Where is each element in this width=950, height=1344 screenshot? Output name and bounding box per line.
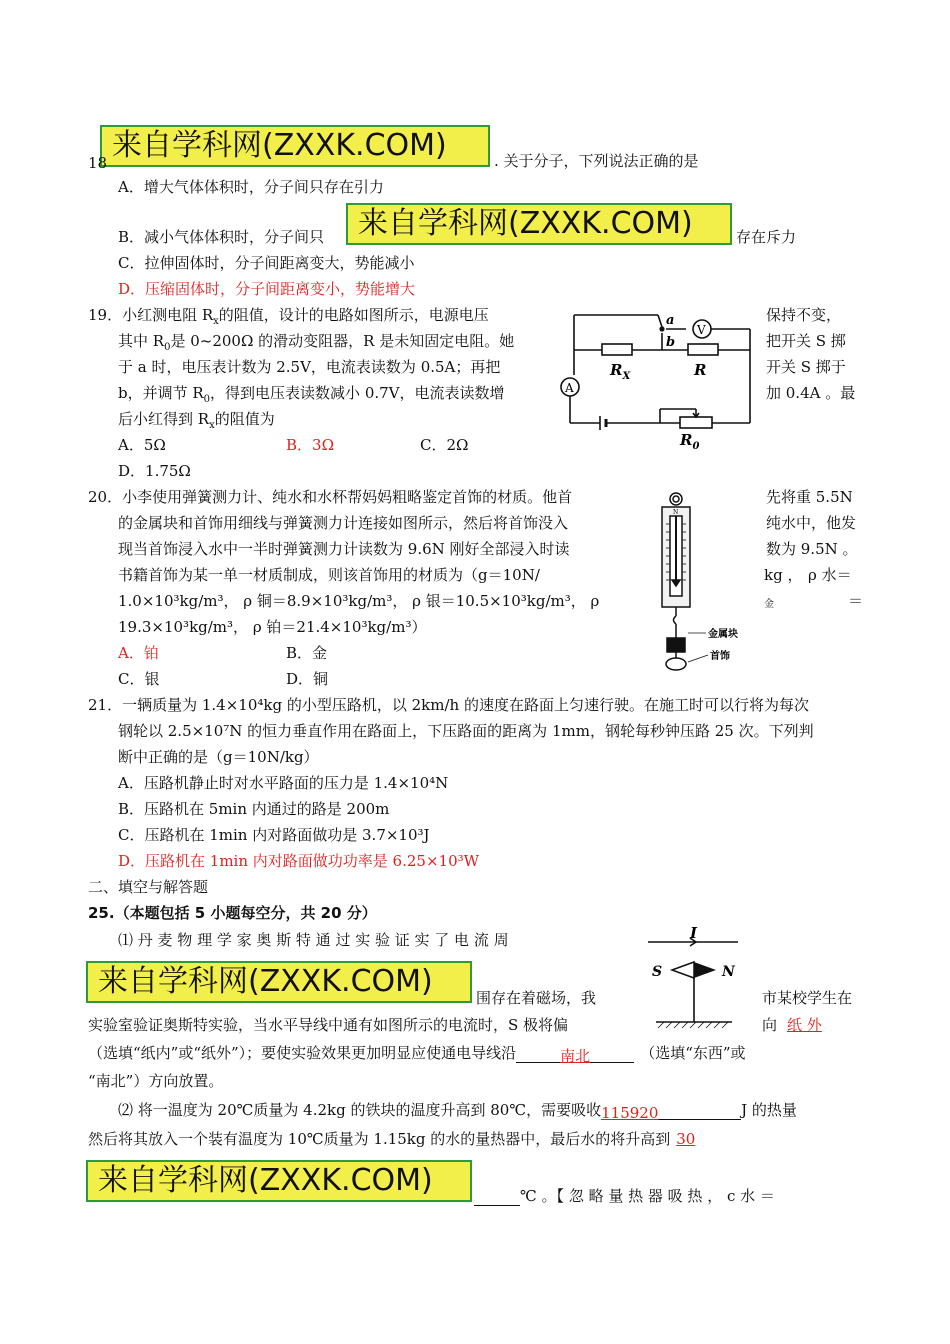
answer-4: 30 <box>676 1130 696 1148</box>
q18-option-a: A．增大气体体积时，分子间只存在引力 <box>118 178 384 196</box>
q20-option-c: C．银 <box>118 670 160 688</box>
q20-line2-right: 纯水中，他发 <box>766 514 857 532</box>
q19-line4: b，并调节 $R_0$，得到电压表读数减小 0.7V，电流表读数增 <box>118 384 505 405</box>
q19-line1: 19．小红测电阻 $R_x$的阻值，设计的电路如图所示，电源电压 <box>88 306 489 327</box>
q19-option-b: B．3Ω <box>286 436 335 454</box>
q19-circuit-diagram <box>556 305 760 453</box>
q25-part1-line4: （选填“纸内”或“纸外”）；要使实验效果更加明显应使通电导线沿 南北 （选填“东西”或 <box>88 1044 746 1065</box>
rheostat-r0-label <box>679 431 699 452</box>
answer-3-blank <box>601 1103 741 1120</box>
watermark-2: 来自学科网(ZXXK.COM) <box>346 203 732 245</box>
answer-3: 115920 <box>601 1104 659 1122</box>
answer-5-blank <box>474 1189 520 1206</box>
ornament-label: 首饰 <box>710 651 730 662</box>
resistor-r-label: R <box>694 361 707 379</box>
q19-line5: 后小红得到 $R_x$的阻值为 <box>118 410 275 431</box>
q19-option-d: D．1.75Ω <box>118 462 191 480</box>
q21-line2: 钢轮以 2.5×10⁷N 的恒力垂直作用在路面上，下压路面的距离为 1mm，钢轮每秒钟压路 25 次。下列判 <box>118 722 814 740</box>
q18-option-d: D．压缩固体时，分子间距离变小，势能增大 <box>118 280 416 298</box>
q20-option-b: B．金 <box>286 644 328 662</box>
q19-line4-right: 加 0.4A 。最 <box>766 384 856 402</box>
q20-line5-right-a: 金 <box>764 599 774 610</box>
q25-title: 25.（本题包括 5 小题每空分，共 20 分） <box>88 904 377 922</box>
resistor-rx-label <box>609 361 631 382</box>
r0-letter: R <box>680 431 693 449</box>
q21-option-b: B．压路机在 5min 内通过的路是 200m <box>118 800 390 818</box>
q25-part1-line1: ⑴ 丹 麦 物 理 学 家 奥 斯 特 通 过 实 验 证 实 了 电 流 周 <box>118 931 509 949</box>
rx-sub: X <box>622 371 631 382</box>
q20-line2: 的金属块和首饰用细线与弹簧测力计连接如图所示，然后将首饰没入 <box>118 514 569 532</box>
q20-line5: 1.0×10³kg/m³， ρ 铜＝8.9×10³kg/m³， ρ 银＝10.5×10³kg/m³， ρ <box>118 592 600 610</box>
q21-option-a: A．压路机静止时对水平路面的压力是 1.4×10⁴N <box>118 774 449 792</box>
q20-line4-right-a: kg ， <box>764 566 803 584</box>
q20-spring-scale-figure <box>648 490 748 675</box>
metal-block-label: 金属块 <box>708 629 738 640</box>
section-heading: 二、填空与解答题 <box>88 878 209 896</box>
q19-option-c: C．2Ω <box>420 436 469 454</box>
q25-part1-line2b: 市某校学生在 <box>762 989 853 1007</box>
scale-unit-label: N <box>673 509 679 516</box>
q20-line4-right-b: ρ 水＝ <box>808 566 852 584</box>
q20-line4: 书籍首饰为某一单一材质制成，则该首饰用的材质为（g＝10N/ <box>118 566 540 584</box>
south-pole-label: S <box>652 964 663 980</box>
q19-option-a: A．5Ω <box>118 436 166 454</box>
q25-part1-line2a: 围存在着磁场，我 <box>476 989 597 1007</box>
north-pole-label: N <box>722 964 735 980</box>
q25-part1-line5: “南北”）方向放置。 <box>88 1072 224 1090</box>
switch-terminal-a-label: a <box>666 313 675 328</box>
q25-oersted-figure <box>646 926 742 1034</box>
q19-line3-right: 开关 S 掷于 <box>766 358 846 376</box>
q21-line1: 21．一辆质量为 1.4×10⁴kg 的小型压路机，以 2km/h 的速度在路面上匀速行驶。在施工时可以行将为每次 <box>88 696 809 714</box>
q25-part2-line2: 然后将其放入一个装有温度为 10℃质量为 1.15kg 的水的量热器中，最后水的将升高到 30 <box>88 1130 696 1148</box>
q25-part2-line1: ⑵ 将一温度为 20℃质量为 4.2kg 的铁块的温度升高到 80℃，需要吸收115920 J 的热量 <box>118 1101 797 1122</box>
q20-line1: 20．小李使用弹簧测力计、纯水和水杯帮妈妈粗略鉴定首饰的材质。他首 <box>88 488 573 506</box>
current-label: I <box>690 926 698 942</box>
q25-part1-line3b <box>762 1015 822 1035</box>
answer-2-blank <box>516 1046 634 1063</box>
q19-line3: 于 a 时，电压表计数为 2.5V，电流表读数为 0.5A；再把 <box>118 358 501 376</box>
q20-option-d: D．铜 <box>286 670 329 688</box>
q20-option-a: A．铂 <box>118 644 159 662</box>
q18-stem: . 关于分子，下列说法正确的是 <box>494 152 699 170</box>
q20-line1-right: 先将重 5.5N <box>766 488 853 506</box>
q20-line5-right-b: ＝ <box>848 592 864 610</box>
voltmeter-label: V <box>697 323 706 337</box>
q18-number: 18 <box>88 154 108 172</box>
q25-part1-line3a: 实验室验证奥斯特实验，当水平导线中通有如图所示的电流时，S 极将偏 <box>88 1016 569 1034</box>
answer-1: 纸 外 <box>787 1016 822 1034</box>
rx-letter: R <box>610 361 623 379</box>
watermark-1: 来自学科网(ZXXK.COM) <box>100 125 490 167</box>
q21-option-c: C．压路机在 1min 内对路面做功是 3.7×10³J <box>118 826 430 844</box>
q20-line6: 19.3×10³kg/m³， ρ 铂＝21.4×10³kg/m³） <box>118 618 427 636</box>
q25-part2-line3: ℃ 。【 忽 略 量 热 器 吸 热 ， c 水 ＝ <box>474 1186 775 1206</box>
q19-line2: 其中 $R_0$是 0~200Ω 的滑动变阻器，R 是未知固定电阻。她 <box>118 332 515 353</box>
q18-option-c: C．拉伸固体时，分子间距离变大，势能减小 <box>118 254 415 272</box>
q19-line2-right: 把开关 S 掷 <box>766 332 846 350</box>
q25-part1-line3b-text: 向 <box>762 1016 778 1034</box>
q20-line3: 现当首饰浸入水中一半时弹簧测力计读数为 9.6N 刚好全部浸入时读 <box>118 540 570 558</box>
q19-line1-right: 保持不变， <box>766 306 842 324</box>
r0-sub: 0 <box>692 441 700 452</box>
watermark-4: 来自学科网(ZXXK.COM) <box>86 1160 472 1202</box>
q20-line3-right: 数为 9.5N 。 <box>766 540 858 558</box>
q21-line3: 断中正确的是（g＝10N/kg） <box>118 748 319 766</box>
watermark-3: 来自学科网(ZXXK.COM) <box>86 961 472 1003</box>
ammeter-label: A <box>565 381 574 395</box>
q21-option-d: D．压路机在 1min 内对路面做功功率是 6.25×10³W <box>118 852 480 870</box>
q18-option-b-part1: B．减小气体体积时，分子间只 <box>118 228 325 246</box>
q18-option-b-part2: 存在斥力 <box>736 228 797 246</box>
answer-2: 南北 <box>560 1047 591 1065</box>
switch-terminal-b-label: b <box>666 335 676 350</box>
